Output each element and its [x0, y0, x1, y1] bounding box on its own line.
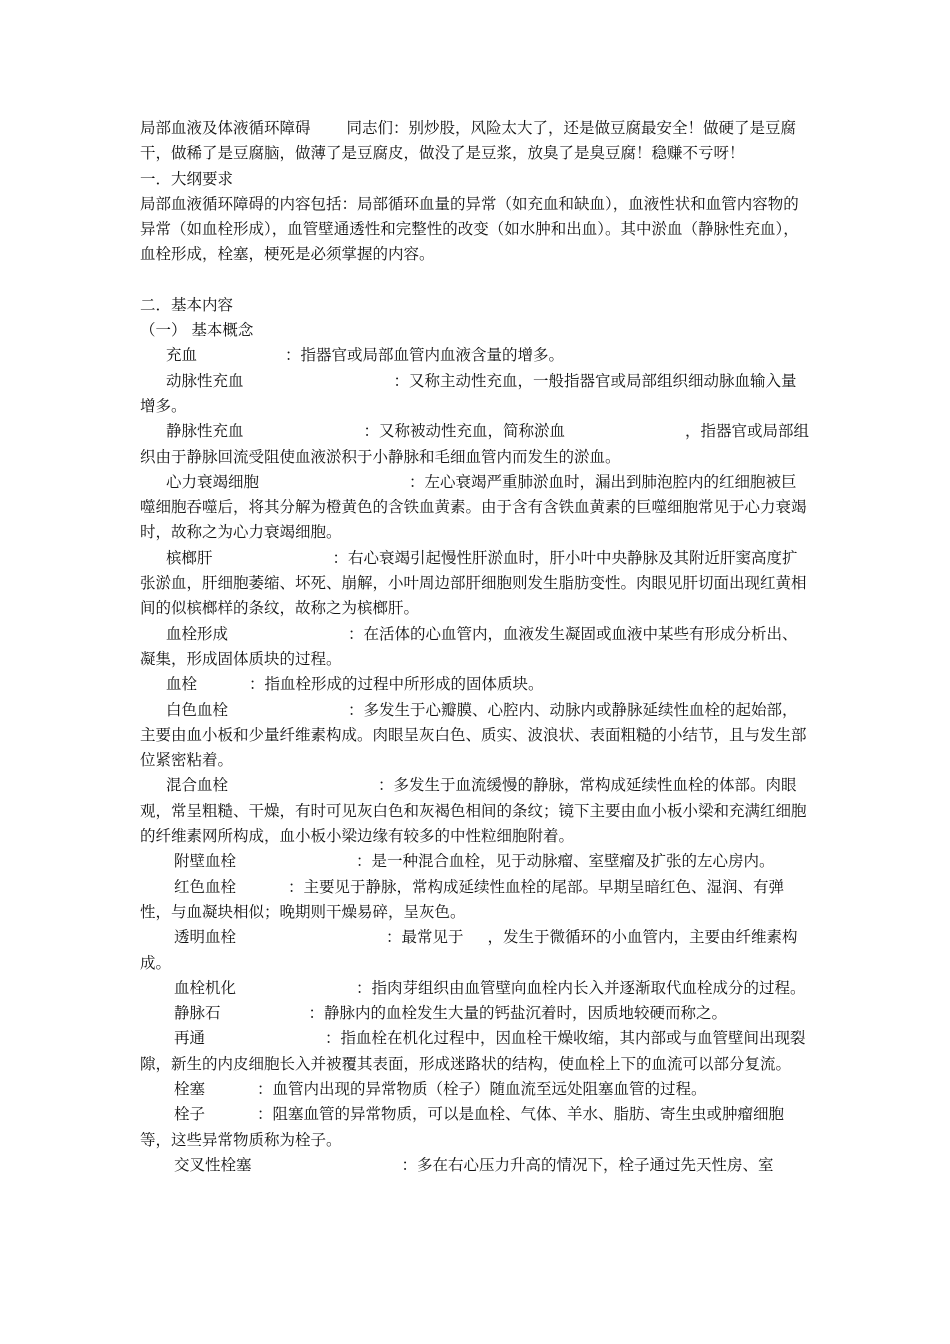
term-name: 交叉性栓塞: [174, 1155, 252, 1174]
term-name: 槟榔肝: [166, 548, 213, 567]
term-definition: ：指器官或局部血管内血液含量的增多。: [285, 346, 565, 365]
term-entry: [140, 622, 812, 673]
header-paragraph: [140, 116, 812, 167]
term-definition: ：主要见于静脉，常构成延续性血栓的尾部。早期呈暗红色、湿润、有弹性，与血凝块相似；晚期则干燥易碎，呈灰色。: [140, 877, 785, 921]
term-definition-cont: ，发生于微循环的小血管内，主要由纤维素构成。: [140, 928, 798, 972]
term-name: 血栓机化: [174, 978, 237, 997]
section1-heading: 一．大纲要求: [140, 169, 234, 188]
term-name: 栓子: [174, 1105, 206, 1124]
term-definition: ：多发生于血流缓慢的静脉，常构成延续性血栓的体部。肉眼观，常呈粗糙、干燥，有时可见灰白色和灰褐色相间的条纹；镜下主要由血小板小梁和充满红细胞的纤维素网所构成，血小板小梁边缘有较多的中性粒细胞附着。: [140, 776, 807, 846]
term-entry: [140, 1026, 812, 1077]
term-definition: ：阻塞血管的异常物质，可以是血栓、气体、羊水、脂肪、寄生虫或肿瘤细胞等，这些异常物质称为栓子。: [140, 1105, 785, 1149]
term-entry: [140, 470, 812, 546]
term-entry: [140, 1077, 812, 1102]
term-definition: ：指血栓形成的过程中所形成的固体质块。: [249, 675, 544, 694]
term-entry: [140, 369, 812, 420]
term-entry: [140, 849, 812, 874]
term-name: 心力衰竭细胞: [166, 472, 260, 491]
term-entry: [140, 1102, 812, 1153]
term-definition: ：是一种混合血栓，见于动脉瘤、室壁瘤及扩张的左心房内。: [356, 852, 775, 871]
term-definition: ：最常见于: [386, 928, 464, 947]
term-definition: ：又称被动性充血，简称淤血: [363, 422, 566, 441]
term-entry: [140, 1001, 812, 1026]
term-definition: ：血管内出现的异常物质（栓子）随血流至远处阻塞血管的过程。: [257, 1079, 707, 1098]
term-entry: [140, 343, 812, 368]
section2-heading: 二．基本内容: [140, 295, 234, 314]
header-quote: 同志们：别炒股，风险太大了，还是做豆腐最安全！做硬了是豆腐干，做稀了是豆腐脑，做薄了是豆腐皮，做没了是豆浆，放臭了是臭豆腐！稳赚不亏呀！: [140, 119, 797, 163]
term-name: 静脉性充血: [166, 422, 244, 441]
term-definition: ：多发生于心瓣膜、心腔内、动脉内或静脉延续性血栓的起始部，主要由血小板和少量纤维素构成。肉眼呈灰白色、质实、波浪状、表面粗糙的小结节，且与发生部位紧密粘着。: [140, 700, 807, 770]
term-entry: [140, 698, 812, 774]
term-definition: ：右心衰竭引起慢性肝淤血时，肝小叶中央静脉及其附近肝窦高度扩张淤血，肝细胞萎缩、坏死、崩解，小叶周边部肝细胞则发生脂肪变性。肉眼见肝切面出现红黄相间的似槟榔样的条纹，故称之为槟榔肝。: [140, 548, 807, 618]
term-name: 栓塞: [174, 1079, 206, 1098]
term-entry: [140, 773, 812, 849]
term-name: 静脉石: [174, 1004, 221, 1023]
term-definition: ：在活体的心血管内，血液发生凝固或血液中某些有形成分析出、凝集，形成固体质块的过程。: [140, 624, 798, 668]
term-entry: [140, 546, 812, 622]
term-entry: [140, 672, 812, 697]
term-definition: ：左心衰竭严重肺淤血时，漏出到肺泡腔内的红细胞被巨噬细胞吞噬后，将其分解为橙黄色的含铁血黄素。由于含有含铁血黄素的巨噬细胞常见于心力衰竭时，故称之为心力衰竭细胞。: [140, 472, 807, 542]
term-name: 血栓: [166, 675, 198, 694]
section1-body: 局部血液循环障碍的内容包括：局部循环血量的异常（如充血和缺血），血液性状和血管内容物的异常（如血栓形成），血管壁通透性和完整性的改变（如水肿和出血）。其中淤血（静脉性充血），血栓形成，栓塞，梗死是必须掌握的内容。: [140, 194, 799, 264]
term-name: 透明血栓: [174, 928, 237, 947]
term-name: 混合血栓: [166, 776, 229, 795]
term-entry: [140, 1153, 812, 1178]
document-title: 局部血液及体液循环障碍: [140, 119, 311, 137]
term-name: 充血: [166, 346, 198, 365]
term-name: 再通: [174, 1029, 206, 1048]
document-page: [140, 116, 812, 1178]
term-name: 附壁血栓: [174, 852, 237, 871]
term-name: 动脉性充血: [166, 371, 244, 390]
term-entry: [140, 875, 812, 926]
term-definition: ：又称主动性充血，一般指器官或局部组织细动脉血输入量增多。: [140, 371, 797, 415]
term-definition: ：静脉内的血栓发生大量的钙盐沉着时，因质地较硬而称之。: [308, 1004, 728, 1023]
term-name: 红色血栓: [174, 877, 237, 896]
term-definition: ：多在右心压力升高的情况下，栓子通过先天性房、室: [401, 1155, 774, 1174]
term-entry: [140, 925, 812, 976]
term-definition-cont: ，指器官或局部组织由于静脉回流受阻使血液淤积于小静脉和毛细血管内而发生的淤血。: [140, 422, 810, 466]
term-name: 白色血栓: [166, 700, 229, 719]
term-definition: ：指肉芽组织由血管壁向血栓内长入并逐渐取代血栓成分的过程。: [356, 978, 806, 997]
term-name: 血栓形成: [166, 624, 229, 643]
section2-subheading: （一） 基本概念: [140, 321, 254, 340]
term-entry: [140, 976, 812, 1001]
term-entry: [140, 419, 812, 470]
term-definition: ：指血栓在机化过程中，因血栓干燥收缩，其内部或与血管壁间出现裂隙，新生的内皮细胞长入并被覆其表面，形成迷路状的结构，使血栓上下的血流可以部分复流。: [140, 1029, 806, 1073]
